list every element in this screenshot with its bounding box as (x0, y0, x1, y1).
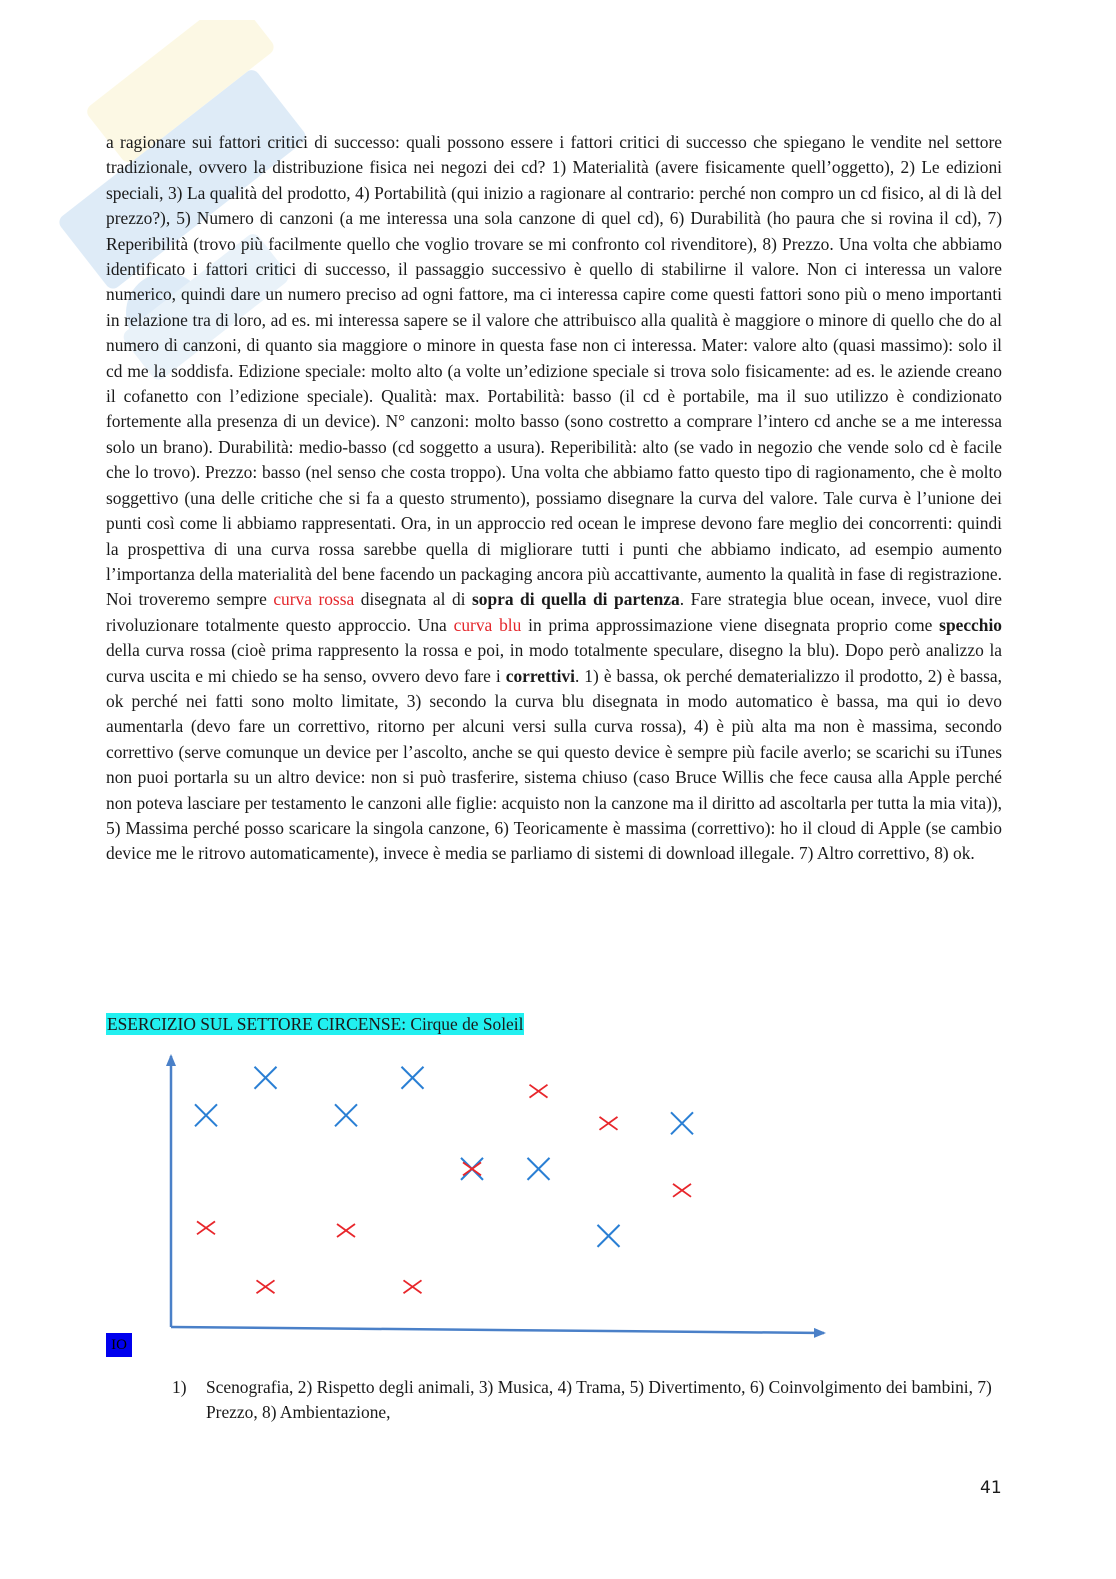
bold-text-above: sopra di quella di partenza (472, 589, 680, 610)
paragraph-text-3: . Fare strategia blue ocean, invece, vuol dire rivoluzionare totalmente questo approccio. Una (106, 589, 1002, 635)
marker-rossa-3 (337, 1224, 355, 1237)
body-paragraph (106, 130, 1002, 867)
marker-blu-1 (195, 1104, 217, 1126)
exercise-heading: ESERCIZIO SUL SETTORE CIRCENSE: Cirque de Soleil (107, 1014, 524, 1034)
marker-rossa-7 (600, 1117, 618, 1130)
bold-text-corrections: correttivi (505, 665, 575, 686)
page-number: 41 (980, 1478, 1002, 1498)
marker-blu-8 (671, 1112, 693, 1134)
list-item: Scenografia, 2) Rispetto degli animali, 3) Musica, 4) Trama, 5) Divertimento, 6) Coinvolgimento dei bambini, 7) Prezzo, 8) Ambientazione, (206, 1377, 992, 1423)
paragraph-text-1: a ragionare sui fattori critici di successo: quali possono essere i fattori critici di successo che spiegano le vendite nel settore tradizionale, ovvero la distribuzione fisica nei negozi dei cd? 1) Materialità (avere fisicamente quell’oggetto), 2) Le edizioni speciali, 3) La qualità del prodotto, 4) Portabilità (qui inizio a ragionare al contrario: perché non compro un cd fisico, al di là del prezzo?), 5) Numero di canzoni (a me interessa una sola canzone di quel cd), 6) Durabilità (ho paura che si rovina il cd), 7) Reperibilità (trovo più facilmente quello che voglio trovare se mi confronto col rivenditore), 8) Prezzo. Una volta che abbiamo identificato i fattori critici di successo, il passaggio successivo è quello di stabilirne il valore. Non ci interessa un valore numerico, quindi dare un numero preciso ad ogni fattore, ma ci interessa capire come questi fattori sono più o meno importanti in relazione tra di loro, ad es. mi interessa sapere se il valore che attribuisco alla qualità è maggiore o minore di quello che do al numero di canzoni, di quanto sia maggiore o minore in questa fase non ci interessa. Mater: valore alto (quasi massimo): solo il cd me la soddisfa. Edizione speciale: molto alto (a volte un’edizione speciale si trova solo fisicamente: ad es. le aziende creano il cofanetto con l’edizione speciale). Qualità: max. Portabilità: basso (il cd è portabile, ma il suo utilizzo è condizionato fortemente alla presenza di un device). N° canzoni: molto basso (sono costretto a comprare l’intero cd anche se a me interessa solo un brano). Durabilità: medio-basso (cd soggetto a usura). Reperibilità: alto (se vado in negozio che vende solo cd è facile che lo trovo). Prezzo: basso (nel senso che costa troppo). Una volta che abbiamo fatto questo tipo di ragionamento, che è molto soggettivo (una delle critiche che si fa a questo strumento), possiamo disegnare la curva del valore. Tale curva è l’unione dei punti così come li abbiamo rappresentati. Ora, in un approccio red ocean le imprese devono fare meglio dei concorrenti: quindi la prospettiva di una curva rossa sarebbe quella di migliorare tutti i punti che abbiamo indicato, ad esempio aumento l’importanza della materialità del bene facendo un packaging ancora più accattivante, aumento la qualità in fase di registrazione. Noi troveremo sempre (106, 132, 1002, 610)
marker-rossa-1 (197, 1221, 215, 1234)
value-curve-chart (150, 1050, 840, 1350)
red-curve-text: curva rossa (273, 589, 355, 610)
marker-rossa-8 (673, 1184, 691, 1197)
marker-blu-2 (255, 1067, 277, 1089)
paragraph-text-6: . 1) è bassa, ok perché dematerializzo il prodotto, 2) è bassa, ok perché nei fatti sono molto limitate, 3) secondo la curva blu disegnata in modo automatico è bassa, ma qui io devo aumentarla (devo fare un correttivo, ritorno per alcuni versi sulla curva rossa), 4) è più alta ma non è massima, secondo correttivo (serve comunque un device per l’ascolto, anche se qui questo device è sempre più facile averlo; se scarichi su iTunes non puoi portarla su un altro device: non si può trasferire, sistema chiuso (caso Bruce Willis che fece causa alla Apple perché non poteva lasciare per testamento le canzoni alle figlie: acquisto non la canzone ma il diritto ad ascoltarla per tutta la mia vita)), 5) Massima perché posso scaricare la singola canzone, 6) Teoricamente è massima (correttivo): ho il cloud di Apple (se cambio device me le ritrovo automaticamente), invece è media se parliamo di sistemi di download illegale. 7) Altro correttivo, 8) ok. (106, 665, 1002, 864)
blue-curve-text: curva blu (453, 614, 522, 635)
marker-rossa-5 (463, 1162, 481, 1175)
paragraph-text-5: della curva rossa (cioè prima rappresento la rossa e poi, in modo totalmente speculare, disegno la blu). Dopo però analizzo la curva uscita e mi chiedo se ha senso, ovvero devo fare i (106, 640, 1002, 686)
x-axis (171, 1327, 824, 1333)
list-number: 1) (172, 1377, 187, 1397)
bold-text-mirror: specchio (939, 614, 1002, 635)
marker-rossa-4 (404, 1280, 422, 1293)
marker-blu-7 (598, 1225, 620, 1247)
marker-blu-6 (528, 1158, 550, 1180)
marker-rossa-2 (257, 1280, 275, 1293)
io-label: IO (106, 1333, 132, 1357)
marker-blu-3 (335, 1104, 357, 1126)
marker-blu-4 (402, 1067, 424, 1089)
paragraph-text-4: in prima approssimazione viene disegnata proprio come (528, 614, 933, 635)
paragraph-text-2: disegnata al di (360, 589, 466, 610)
marker-rossa-6 (530, 1085, 548, 1098)
factor-list (172, 1375, 1002, 1426)
